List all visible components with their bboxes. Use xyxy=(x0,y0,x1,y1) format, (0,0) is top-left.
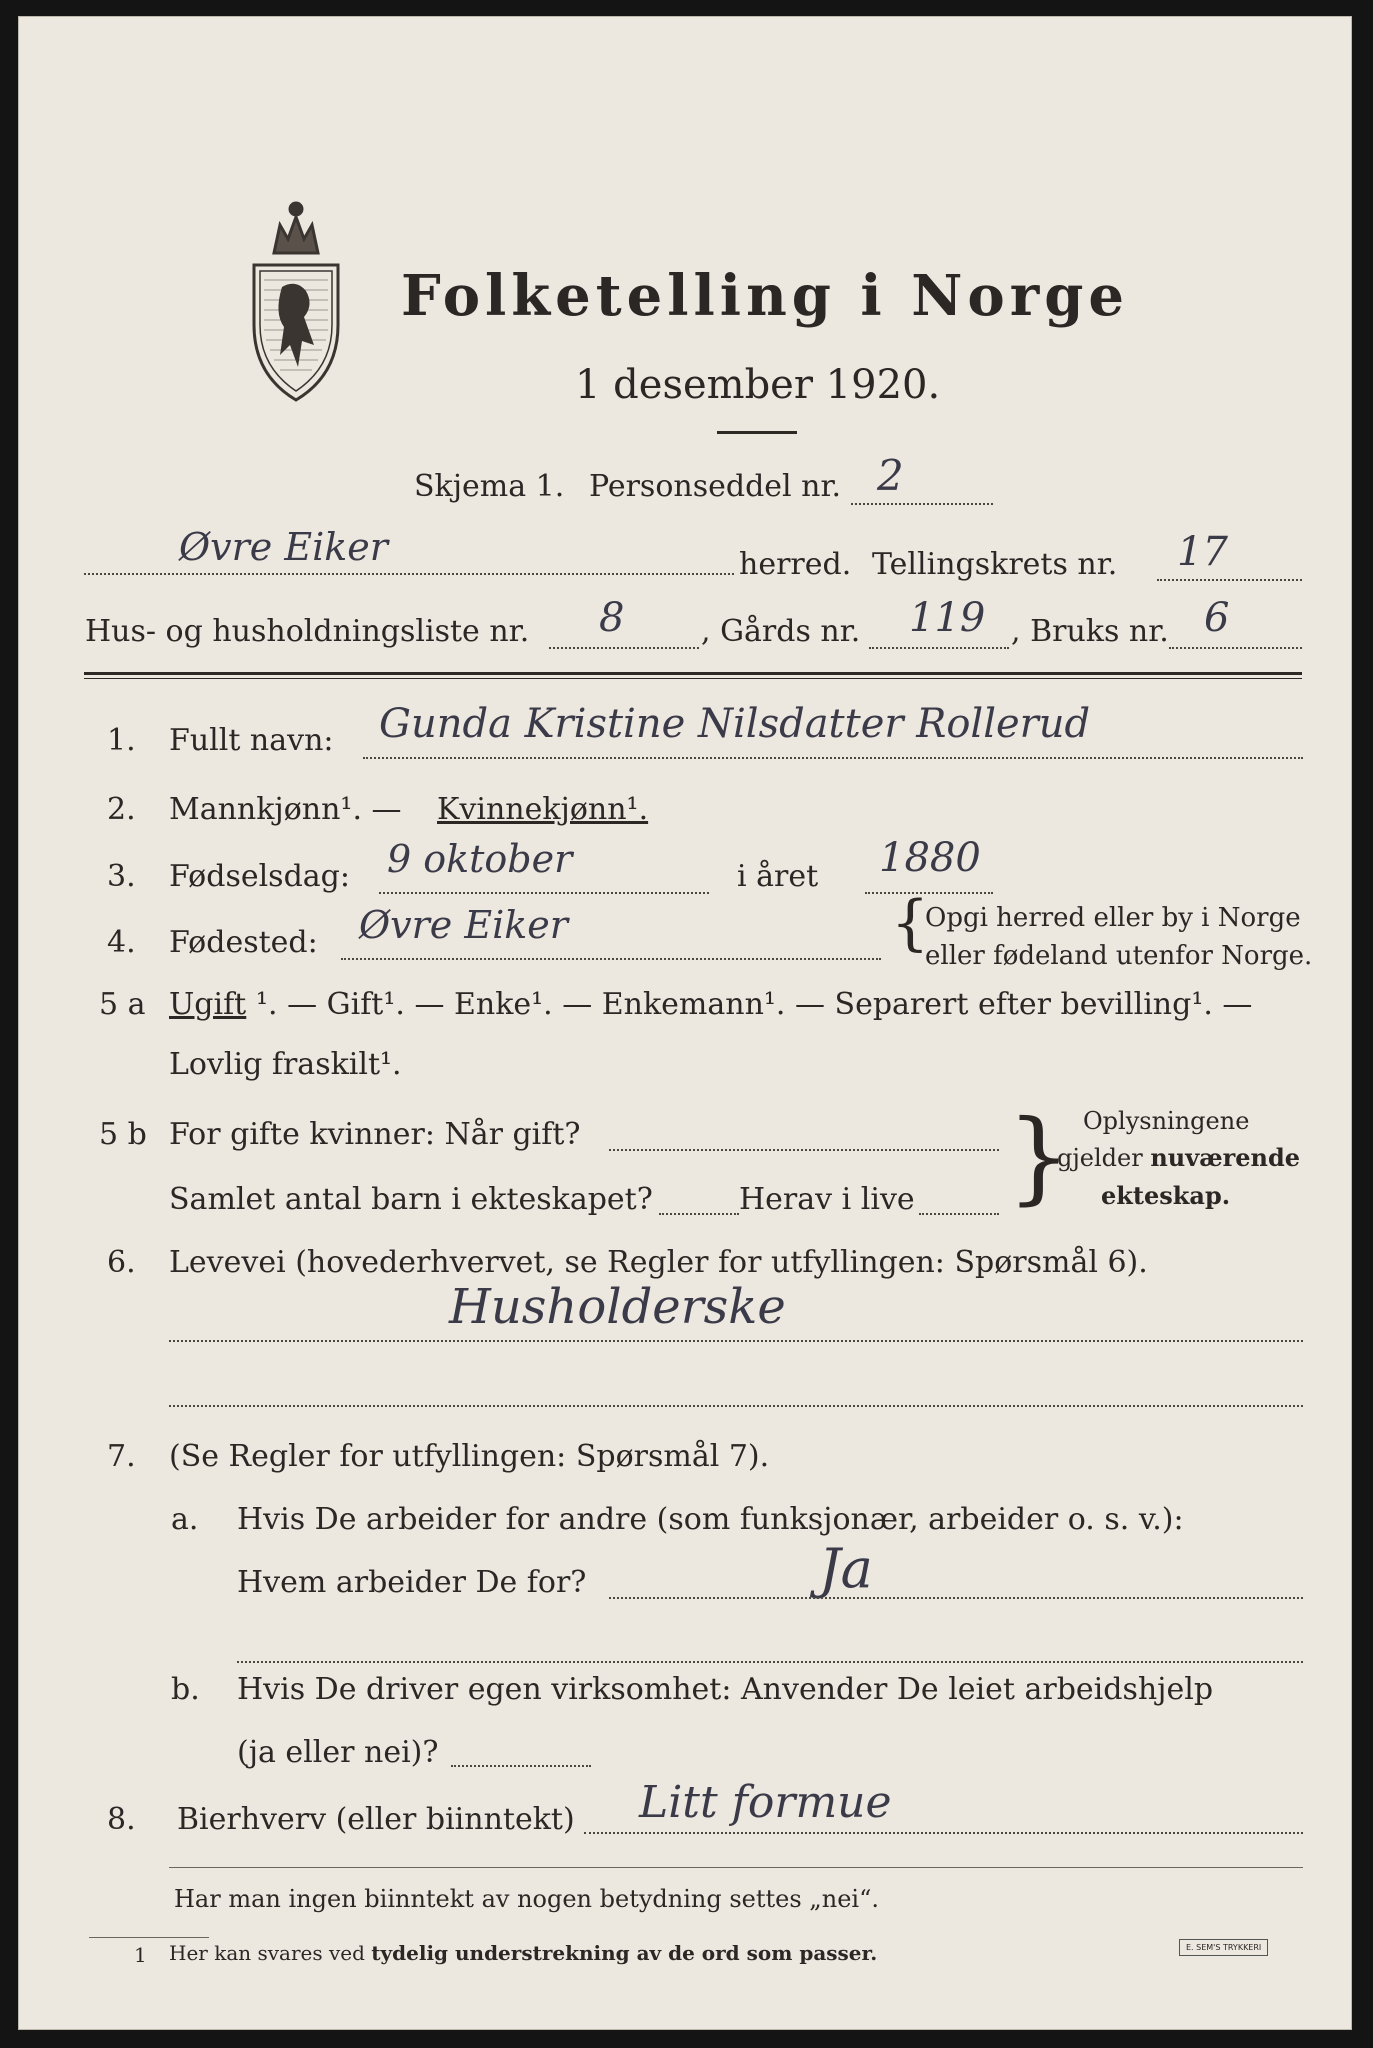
q7a-label2: Hvem arbeider De for? xyxy=(237,1565,587,1600)
tellingskrets-value: 17 xyxy=(1177,529,1228,575)
q7b-label1: Hvis De driver egen virksomhet: Anvender De leiet arbeidshjelp xyxy=(237,1672,1214,1707)
q5b-nar-gift: For gifte kvinner: Når gift? xyxy=(169,1117,581,1152)
q5b-herav-i-live: Herav i live xyxy=(739,1182,915,1217)
q5a-ugift: Ugift xyxy=(169,987,247,1022)
bruks-label: , Bruks nr. xyxy=(1011,614,1169,649)
q5b-note-line1: Oplysningene xyxy=(1083,1107,1250,1135)
q4-note-line2: eller fødeland utenfor Norge. xyxy=(925,941,1313,971)
q5b-nar-gift-line xyxy=(609,1149,999,1151)
q4-brace: { xyxy=(891,888,930,958)
q6-line2 xyxy=(169,1405,1303,1407)
header-rule-bottom xyxy=(84,678,1302,679)
census-form xyxy=(18,16,1352,2030)
footnote-text-part2: tydelig understrekning av de ord som passer. xyxy=(371,1941,878,1965)
q6-label: Levevei (hovederhvervet, se Regler for utfyllingen: Spørsmål 6). xyxy=(169,1245,1148,1280)
q2-mann: Mannkjønn¹. — xyxy=(169,792,402,827)
herred-label: herred. xyxy=(739,547,852,582)
q5a-lovlig-fraskilt: Lovlig fraskilt¹. xyxy=(169,1047,402,1082)
tellingskrets-label: Tellingskrets nr. xyxy=(872,547,1118,582)
q1-value: Gunda Kristine Nilsdatter Rollerud xyxy=(379,701,1091,747)
q5b-note-nuvaerende: nuværende xyxy=(1150,1143,1301,1172)
q8-label: Bierhverv (eller biinntekt) xyxy=(177,1802,575,1837)
q5b-brace: } xyxy=(1007,1098,1071,1215)
form-title: Folketelling i Norge xyxy=(401,263,1130,329)
q3-line xyxy=(379,892,709,894)
header-rule-top xyxy=(84,672,1302,675)
q7a-label1: Hvis De arbeider for andre (som funksjonær, arbeider o. s. v.): xyxy=(237,1502,1184,1537)
coat-of-arms-icon xyxy=(244,195,348,405)
q5b-herav-line xyxy=(919,1213,999,1215)
personseddel-label: Personseddel nr. xyxy=(589,469,842,504)
gards-label: , Gårds nr. xyxy=(701,614,861,649)
q7a-value: Ja xyxy=(819,1537,873,1600)
personseddel-value: 2 xyxy=(877,451,904,500)
schema-label: Skjema 1. xyxy=(414,469,565,504)
q5b-antal-barn-line xyxy=(659,1213,739,1215)
bruks-line xyxy=(1169,647,1302,649)
title-divider xyxy=(717,431,797,434)
q6-line1 xyxy=(169,1340,1303,1342)
q4-value: Øvre Eiker xyxy=(359,903,568,947)
gards-value: 119 xyxy=(909,595,986,641)
printer-stamp: E. SEM'S TRYKKERI xyxy=(1179,1939,1268,1956)
q3-number: 3. xyxy=(107,859,136,894)
q6-number: 6. xyxy=(107,1245,136,1280)
q7-number: 7. xyxy=(107,1439,136,1474)
q8-line xyxy=(584,1832,1303,1834)
tellingskrets-line xyxy=(1157,579,1302,581)
personseddel-line xyxy=(851,503,993,505)
q4-number: 4. xyxy=(107,925,136,960)
q7a-letter: a. xyxy=(171,1502,199,1537)
q1-line xyxy=(363,757,1303,759)
q7b-letter: b. xyxy=(171,1672,200,1707)
q7a-line2 xyxy=(237,1661,1303,1663)
herred-value: Øvre Eiker xyxy=(179,525,388,569)
q1-number: 1. xyxy=(107,723,136,758)
q5b-note-line2 xyxy=(1057,1143,1300,1172)
q2-kvinne: Kvinnekjønn¹. xyxy=(437,792,649,827)
gards-line xyxy=(869,647,1009,649)
footer-rule xyxy=(169,1867,1303,1868)
footnote-rule xyxy=(89,1937,209,1938)
census-date: 1 desember 1920. xyxy=(575,362,941,408)
footnote-text xyxy=(169,1941,877,1965)
bruks-value: 6 xyxy=(1204,595,1230,641)
q3-year-label: i året xyxy=(737,859,819,894)
husliste-label: Hus- og husholdningsliste nr. xyxy=(85,614,530,649)
q6-value: Husholderske xyxy=(449,1279,786,1335)
q5a-number: 5 a xyxy=(99,987,146,1022)
q3-value: 9 oktober xyxy=(387,837,573,881)
q4-note-line1: Opgi herred eller by i Norge xyxy=(925,903,1301,933)
q1-label: Fullt navn: xyxy=(169,723,334,758)
q8-value: Litt formue xyxy=(639,1777,892,1828)
q5b-note-line3: ekteskap. xyxy=(1101,1181,1231,1210)
footer-note: Har man ingen biinntekt av nogen betydning settes „nei“. xyxy=(174,1885,879,1913)
q5b-note-gjelder: gjelder xyxy=(1057,1144,1151,1172)
q4-label: Fødested: xyxy=(169,925,318,960)
q3-year-value: 1880 xyxy=(879,835,981,881)
q7b-label2: (ja eller nei)? xyxy=(237,1735,439,1770)
q5b-antal-barn: Samlet antal barn i ekteskapet? xyxy=(169,1182,653,1217)
q8-number: 8. xyxy=(107,1802,136,1837)
q5a-options: ¹. — Gift¹. — Enke¹. — Enkemann¹. — Separert efter bevilling¹. — xyxy=(256,987,1253,1022)
q3-label: Fødselsdag: xyxy=(169,859,350,894)
q7-label: (Se Regler for utfyllingen: Spørsmål 7). xyxy=(169,1439,770,1474)
footnote-text-part1: Her kan svares ved xyxy=(169,1941,372,1965)
husliste-line xyxy=(549,647,699,649)
q7b-line xyxy=(451,1765,591,1767)
q7a-line xyxy=(609,1597,1303,1599)
footnote-number: 1 xyxy=(134,1943,147,1967)
q2-number: 2. xyxy=(107,792,136,827)
herred-line xyxy=(84,573,734,575)
q5b-number: 5 b xyxy=(99,1117,147,1152)
husliste-value: 8 xyxy=(599,595,625,641)
q4-line xyxy=(341,958,881,960)
